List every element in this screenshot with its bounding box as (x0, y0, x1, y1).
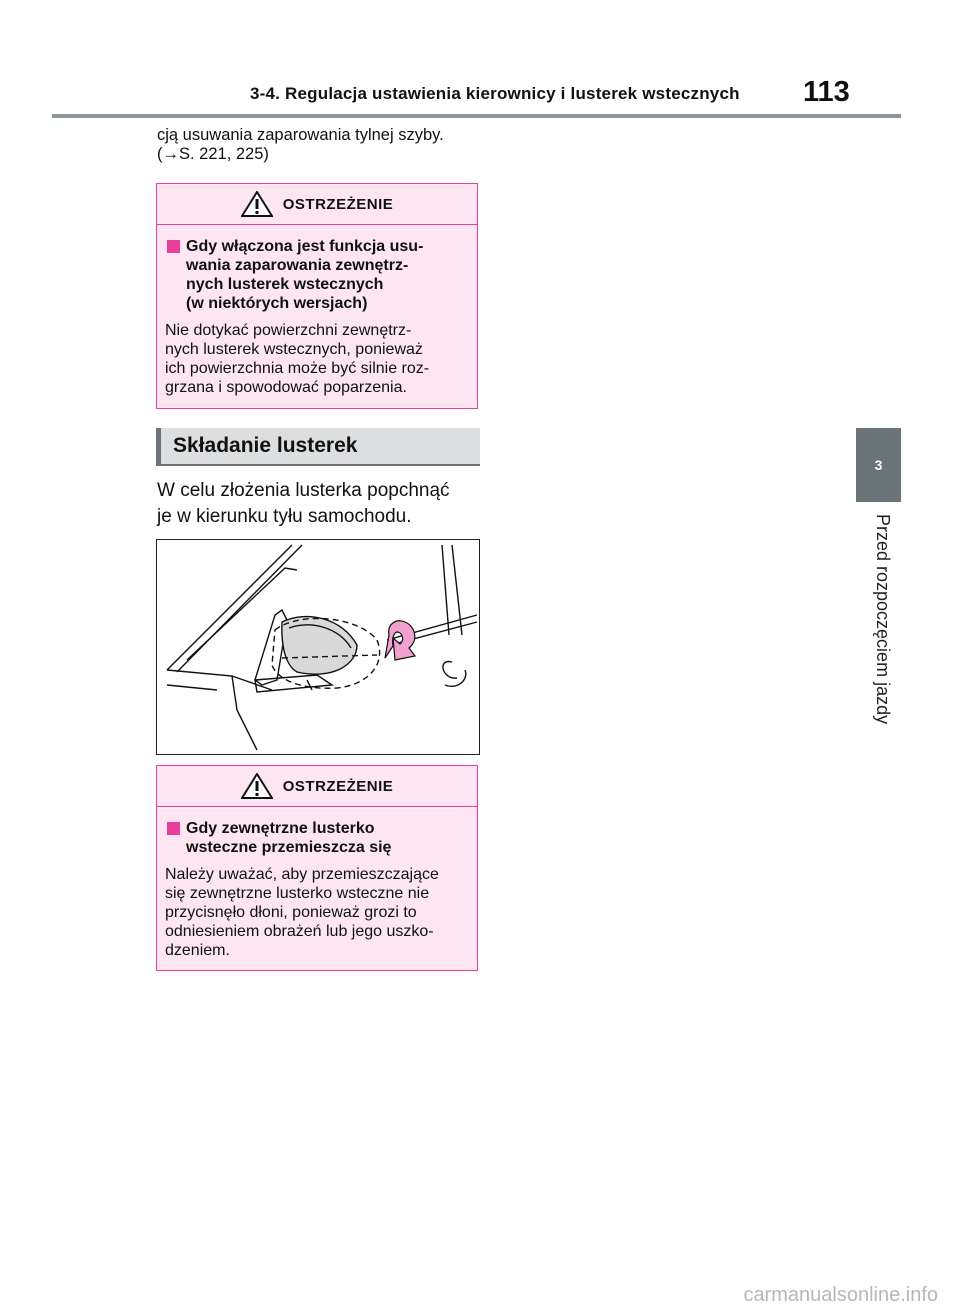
page-number: 113 (803, 76, 850, 108)
warning-header (157, 184, 477, 225)
warning-subheading (167, 237, 467, 313)
bullet-square-icon (167, 822, 180, 835)
mirror-fold-illustration-icon (157, 540, 479, 754)
bullet-square-icon (167, 240, 180, 253)
mirror-fold-figure (156, 539, 480, 755)
warning-body: Nie dotykać powierzchni zewnętrz- nych lusterek wstecznych, ponieważ ich powierzchnia może być silnie roz- grzana i spowodować poparzenia. (165, 322, 430, 396)
intro-line-1: cją usuwania zaparowania tylnej szyby. (157, 126, 444, 144)
warning-header (157, 766, 477, 807)
warning-heading: OSTRZEŻENIE (282, 777, 394, 795)
intro-line-2: (→S. 221, 225) (157, 145, 269, 163)
warning-triangle-icon (241, 773, 273, 799)
warning-heading: OSTRZEŻENIE (282, 195, 394, 213)
warning-subheading-text: Gdy zewnętrzne lusterko wsteczne przemieszcza się (186, 820, 392, 856)
intro-paragraph (157, 126, 487, 164)
warning-box-moving-mirror (156, 765, 478, 971)
header-divider (52, 114, 901, 118)
warning-body: Należy uważać, aby przemieszczające się zewnętrzne lusterko wsteczne nie przycisnęło dłoni, ponieważ grozi to odniesieniem obrażeń lub jego uszko- dzeniem. (165, 866, 439, 959)
chapter-label: Przed rozpoczęciem jazdy (873, 514, 893, 725)
section-body: W celu złożenia lusterka popchnąć je w kierunku tyłu samochodu. (157, 480, 450, 527)
chapter-tab[interactable] (856, 428, 901, 502)
section-heading: Składanie lusterek (156, 428, 480, 466)
warning-subheading (167, 819, 467, 857)
warning-triangle-icon (241, 191, 273, 217)
section-title: 3-4. Regulacja ustawienia kierownicy i lusterek wstecznych (250, 84, 740, 103)
chapter-number: 3 (874, 457, 883, 473)
warning-subheading-text: Gdy włączona jest funkcja usu- wania zaparowania zewnętrz- nych lusterek wstecznych (w niektórych wersjach) (186, 238, 424, 312)
warning-box-defog (156, 183, 478, 409)
watermark: carmanualsonline.info (743, 1284, 938, 1306)
